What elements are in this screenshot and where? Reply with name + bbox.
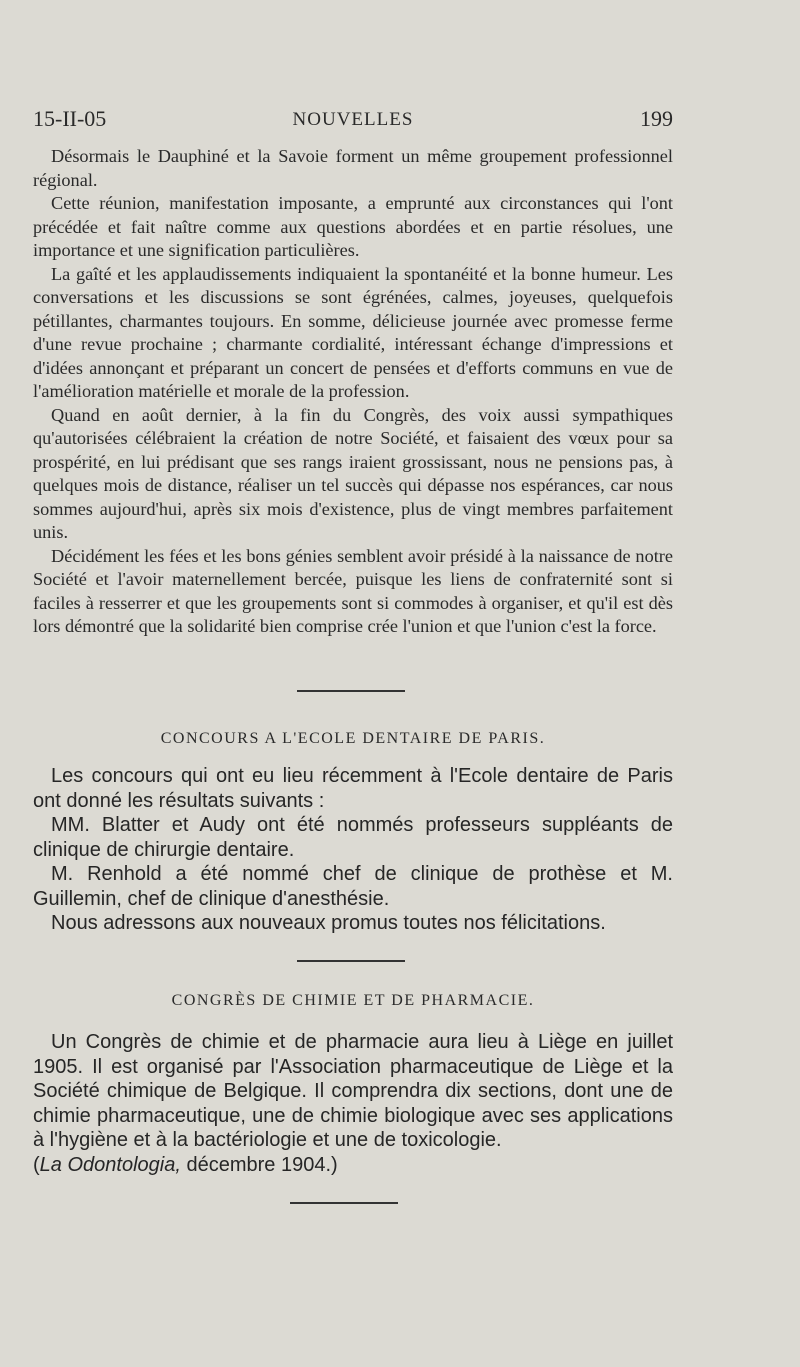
paragraph: Nous adressons aux nouveaux promus toutes nos félicitations. xyxy=(51,912,606,934)
section-concours-text xyxy=(33,764,673,936)
citation-source: La Odontologia, xyxy=(39,1153,181,1176)
intro-text xyxy=(33,145,673,639)
paragraph: M. Renhold a été nommé chef de clinique de prothèse et M. Guillemin, chef de clinique d'anesthésie. xyxy=(33,863,673,910)
header-title: NOUVELLES xyxy=(292,109,414,130)
section-divider xyxy=(297,960,405,962)
paragraph: Un Congrès de chimie et de pharmacie aura lieu à Liège en juillet 1905. Il est organisé par l'Association pharmaceutique de Liège et la Société chimique de Belgique. Il comprendra dix sections, dont une de chimie pharmaceutique, une de chimie biologique avec ses applications à l'hygiène et à la bactériologie et une de toxicologie. xyxy=(33,1031,673,1151)
citation: (La Odontologia, décembre 1904.) xyxy=(33,1153,338,1176)
citation-date: décembre 1904. xyxy=(186,1153,332,1176)
section-congres-text xyxy=(33,1030,673,1177)
paragraph: Désormais le Dauphiné et la Savoie forment un même groupement professionnel régional. xyxy=(33,146,673,190)
paragraph: Les concours qui ont eu lieu récemment à l'Ecole dentaire de Paris ont donné les résultats suivants : xyxy=(33,765,673,812)
paragraph: Cette réunion, manifestation imposante, a emprunté aux circonstances qui l'ont précédée et fait naître comme aux questions abordées et en partie résolues, une importance et une signification particulières. xyxy=(33,193,673,260)
running-header xyxy=(33,106,673,136)
paragraph: MM. Blatter et Audy ont été nommés professeurs suppléants de clinique de chirurgie dentaire. xyxy=(33,814,673,861)
section-divider xyxy=(297,690,405,692)
header-date: 15-II-05 xyxy=(33,106,107,131)
section-title-concours: CONCOURS A L'ECOLE DENTAIRE DE PARIS. xyxy=(160,730,546,747)
section-title-congres: CONGRÈS DE CHIMIE ET DE PHARMACIE. xyxy=(171,992,535,1009)
section-divider xyxy=(290,1202,398,1204)
page-number: 199 xyxy=(640,106,673,131)
paragraph: La gaîté et les applaudissements indiquaient la spontanéité et la bonne humeur. Les conversations et les discussions se sont égrénées, calmes, joyeuses, quelquefois pétillantes, charmantes toujours. En somme, délicieuse journée avec promesse ferme d'une revue prochaine ; charmante cordialité, intéressant échange d'impressions et d'idées annonçant et préparant un concert de pensées et d'efforts communs en vue de l'amélioration matérielle et morale de la profession. xyxy=(33,263,673,401)
paragraph: Quand en août dernier, à la fin du Congrès, des voix aussi sympathiques qu'autorisées célébraient la création de notre Société, et faisaient des vœux pour sa prospérité, en lui prédisant que ses rangs iraient grossissant, nous ne pensions pas, à quelques mois de distance, réaliser un tel succès qui dépasse nos espérances, car nous sommes aujourd'hui, après six mois d'existence, plus de vingt membres parfaitement unis. xyxy=(33,404,673,542)
paragraph: Décidément les fées et les bons génies semblent avoir présidé à la naissance de notre Société et l'avoir maternellement bercée, puisque les liens de confraternité sont si faciles à resserrer et que les groupements sont si commodes à organiser, et qu'il est dès lors démontré que la solidarité bien comprise crée l'union et que l'union c'est la force. xyxy=(33,545,673,636)
